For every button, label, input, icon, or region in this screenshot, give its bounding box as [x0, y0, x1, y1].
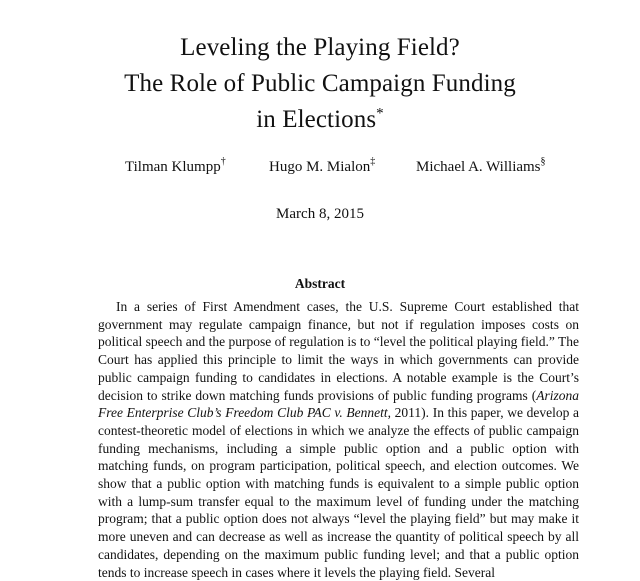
author-1 [125, 156, 226, 176]
author-2-name: Hugo M. Mialon [269, 159, 371, 175]
title-line-1: Leveling the Playing Field? [180, 34, 460, 61]
author-2-footnote-mark[interactable]: ‡ [370, 156, 376, 167]
abstract-body [98, 298, 579, 581]
author-list [0, 156, 640, 179]
paper-title [0, 30, 640, 138]
title-line-3 [0, 102, 640, 138]
author-2 [269, 156, 376, 176]
author-1-name: Tilman Klumpp [125, 159, 221, 175]
author-1-footnote-mark[interactable]: † [220, 156, 226, 167]
author-3-footnote-mark[interactable]: § [540, 156, 546, 167]
abstract-case-name: Arizona Free Enterprise Club’s Freedom Club PAC v. Bennett [98, 387, 579, 421]
author-3-name: Michael A. Williams [416, 159, 541, 175]
title-footnote-mark[interactable]: * [376, 105, 384, 122]
abstract-heading: Abstract [294, 276, 346, 291]
author-3 [416, 156, 546, 176]
abstract-text-part-2: , 2011). In this paper, we develop a contest-theoretic model of elections in which we analyze the effects of public campaign funding mechanisms, including a simple public option and a public option with matching funds, on program participation, political speech, and election outcomes. We show that a public option with matching funds is equivalent to a simple public option with a lump-sum transfer equal to the maximum level of funding under the matching program; that a public option does not always “level the playing field” but may make it more uneven and can decrease as well as increase the quantity of political speech by all candidates, depending on the maximum public funding level; and that a public option tends to increase speech in cases where it levels the playing field. Several [98, 405, 579, 580]
paper-date: March 8, 2015 [276, 206, 364, 222]
title-line-3-text: in Elections [256, 106, 377, 133]
abstract-text-part-1: In a series of First Amendment cases, the U.S. Supreme Court established that government may regulate campaign finance, but not if regulation imposes costs on political speech and the purpose of regulation is to “level the political playing field.” The Court has applied this principle to limit the ways in which governments can provide public campaign funding to candidates in elections. A notable example is the Court’s decision to strike down matching funds provisions of public funding programs ( [98, 299, 579, 403]
title-line-2: The Role of Public Campaign Funding [124, 70, 516, 97]
